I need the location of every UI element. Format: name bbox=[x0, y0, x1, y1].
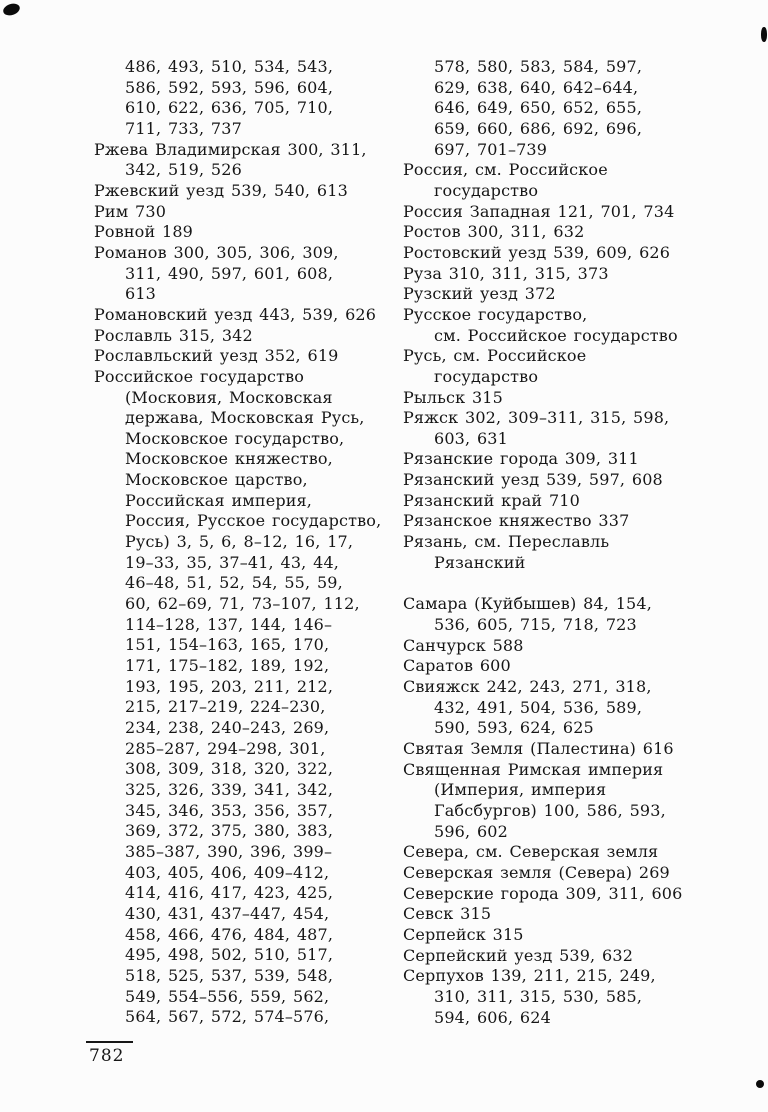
index-entry-line: Ряжск 302, 309–311, 315, 598, bbox=[403, 408, 670, 428]
scan-artifact bbox=[756, 1080, 764, 1088]
index-entry bbox=[403, 739, 709, 760]
index-entry-line: Ровной 189 bbox=[94, 222, 193, 242]
index-entry bbox=[94, 243, 400, 305]
index-column-left bbox=[94, 57, 400, 1028]
index-entry-line: (Империя, империя bbox=[434, 780, 607, 800]
scan-artifact bbox=[761, 27, 767, 42]
index-entry-line: Северская земля (Севера) 269 bbox=[403, 862, 670, 882]
index-entry-line: 495, 498, 502, 510, 517, bbox=[125, 945, 334, 965]
index-entry-line: 594, 606, 624 bbox=[434, 1007, 551, 1027]
index-entry-line: Рязанский bbox=[434, 552, 526, 572]
page-number: 782 bbox=[89, 1046, 125, 1066]
index-entry-line: Романовский уезд 443, 539, 626 bbox=[94, 304, 377, 324]
index-entry bbox=[403, 925, 709, 946]
index-entry-line: Санчурск 588 bbox=[403, 635, 524, 655]
index-entry-line: Ростовский уезд 539, 609, 626 bbox=[403, 242, 671, 262]
index-entry-line: 610, 622, 636, 705, 710, bbox=[125, 98, 334, 118]
index-entry-line: государство bbox=[434, 180, 539, 200]
index-entry-line: Саратов 600 bbox=[403, 656, 511, 676]
index-entry-line: 308, 309, 318, 320, 322, bbox=[125, 759, 334, 779]
index-entry-line: 325, 326, 339, 341, 342, bbox=[125, 779, 334, 799]
index-entry-line: Священная Римская империя bbox=[403, 759, 664, 779]
index-entry-line: Московское царство, bbox=[125, 470, 308, 490]
index-entry-line: 342, 519, 526 bbox=[125, 160, 242, 180]
index-entry-line: Рославльский уезд 352, 619 bbox=[94, 346, 339, 366]
index-entry-line: Севск 315 bbox=[403, 904, 492, 924]
index-entry-line: Романов 300, 305, 306, 309, bbox=[94, 242, 339, 262]
index-entry-line: Рузский уезд 372 bbox=[403, 284, 556, 304]
index-entry bbox=[403, 946, 709, 967]
index-entry bbox=[403, 408, 709, 449]
index-entry-line: государство bbox=[434, 366, 539, 386]
index-entry bbox=[403, 863, 709, 884]
index-entry bbox=[94, 202, 400, 223]
index-entry bbox=[403, 904, 709, 925]
index-entry bbox=[94, 326, 400, 347]
index-entry-line: 578, 580, 583, 584, 597, bbox=[434, 57, 643, 76]
index-entry-line: 458, 466, 476, 484, 487, bbox=[125, 924, 334, 944]
index-entry-line: Севера, см. Северская земля bbox=[403, 842, 659, 862]
index-entry-line: Русь) 3, 5, 6, 8–12, 16, 17, bbox=[125, 532, 354, 552]
index-entry-line: Рим 730 bbox=[94, 201, 167, 221]
index-entry-line: Рославль 315, 342 bbox=[94, 325, 253, 345]
index-entry-line: 285–287, 294–298, 301, bbox=[125, 738, 326, 758]
index-entry bbox=[94, 367, 400, 1028]
index-entry-line: Рыльск 315 bbox=[403, 387, 503, 407]
index-entry bbox=[403, 884, 709, 905]
index-entry-line: 613 bbox=[125, 284, 156, 304]
index-entry-line: 697, 701–739 bbox=[434, 139, 548, 159]
index-entry-line: 46–48, 51, 52, 54, 55, 59, bbox=[125, 573, 343, 593]
index-entry-line: (Московия, Московская bbox=[125, 387, 333, 407]
index-entry-line: Россия, см. Российское bbox=[403, 160, 608, 180]
index-entry-line: 659, 660, 686, 692, 696, bbox=[434, 118, 643, 138]
index-entry-line: Российская империя, bbox=[125, 490, 313, 510]
index-entry bbox=[403, 388, 709, 409]
scan-artifact bbox=[2, 2, 22, 18]
index-entry-line: 711, 733, 737 bbox=[125, 118, 242, 138]
index-entry-line: 430, 431, 437–447, 454, bbox=[125, 903, 330, 923]
index-entry bbox=[403, 760, 709, 843]
index-entry-line: Руза 310, 311, 315, 373 bbox=[403, 263, 609, 283]
index-entry bbox=[403, 57, 709, 160]
index-entry-line: Святая Земля (Палестина) 616 bbox=[403, 739, 674, 758]
index-entry bbox=[403, 449, 709, 470]
index-entry bbox=[403, 842, 709, 863]
index-entry-line: держава, Московская Русь, bbox=[125, 408, 365, 428]
index-entry bbox=[403, 532, 709, 573]
index-entry-line: Московское княжество, bbox=[125, 449, 333, 469]
index-entry bbox=[403, 305, 709, 346]
index-column-right bbox=[403, 57, 709, 1028]
index-entry bbox=[403, 222, 709, 243]
index-entry-line: 596, 602 bbox=[434, 821, 508, 841]
index-entry-line: 629, 638, 640, 642–644, bbox=[434, 77, 639, 97]
index-entry-line: Серпейский уезд 539, 632 bbox=[403, 945, 634, 965]
index-entry-line: 590, 593, 624, 625 bbox=[434, 718, 594, 738]
index-entry bbox=[403, 966, 709, 1028]
index-entry bbox=[403, 202, 709, 223]
index-entry-line: Россия, Русское государство, bbox=[125, 511, 382, 531]
index-entry-line: 536, 605, 715, 718, 723 bbox=[434, 615, 637, 635]
index-entry-line: 60, 62–69, 71, 73–107, 112, bbox=[125, 594, 360, 614]
index-entry-line: 114–128, 137, 144, 146– bbox=[125, 614, 333, 634]
index-entry bbox=[403, 636, 709, 657]
index-entry-line: Русь, см. Российское bbox=[403, 346, 587, 366]
index-entry-line: 171, 175–182, 189, 192, bbox=[125, 656, 330, 676]
index-entry-line: Самара (Куйбышев) 84, 154, bbox=[403, 594, 652, 614]
index-entry-line: Рязанский уезд 539, 597, 608 bbox=[403, 470, 663, 490]
index-entry bbox=[94, 140, 400, 181]
index-entry bbox=[94, 57, 400, 140]
index-entry-line: Российское государство bbox=[94, 366, 305, 386]
index-entry-line: Габсбургов) 100, 586, 593, bbox=[434, 800, 666, 820]
index-entry bbox=[403, 677, 709, 739]
footer-rule bbox=[86, 1041, 133, 1043]
index-entry-line: 369, 372, 375, 380, 383, bbox=[125, 821, 334, 841]
index-entry-line: Московское государство, bbox=[125, 428, 345, 448]
index-entry bbox=[403, 470, 709, 491]
index-entry-line: Рязань, см. Переславль bbox=[403, 532, 610, 552]
index-entry-line: 646, 649, 650, 652, 655, bbox=[434, 98, 643, 118]
index-entry bbox=[94, 181, 400, 202]
index-entry-line: см. Российское государство bbox=[434, 325, 678, 345]
index-entry bbox=[403, 491, 709, 512]
index-entry-line: Ржевский уезд 539, 540, 613 bbox=[94, 180, 348, 200]
index-entry-line: Рязанское княжество 337 bbox=[403, 511, 630, 531]
index-entry-line: 414, 416, 417, 423, 425, bbox=[125, 883, 334, 903]
index-entry-line: Серпейск 315 bbox=[403, 924, 524, 944]
index-entry bbox=[403, 594, 709, 635]
index-entry-line: 586, 592, 593, 596, 604, bbox=[125, 77, 334, 97]
index-entry bbox=[403, 160, 709, 201]
index-entry-line: Северские города 309, 311, 606 bbox=[403, 883, 683, 903]
index-entry-line: 151, 154–163, 165, 170, bbox=[125, 635, 330, 655]
index-entry bbox=[403, 346, 709, 387]
index-entry-line: 310, 311, 315, 530, 585, bbox=[434, 986, 643, 1006]
index-entry-line: 311, 490, 597, 601, 608, bbox=[125, 263, 334, 283]
index-entry-line: 215, 217–219, 224–230, bbox=[125, 697, 326, 717]
index-entry-line: Россия Западная 121, 701, 734 bbox=[403, 201, 675, 221]
index-entry-line: Ростов 300, 311, 632 bbox=[403, 222, 585, 242]
index-entry bbox=[403, 656, 709, 677]
index-entry bbox=[94, 305, 400, 326]
index-entry bbox=[403, 511, 709, 532]
index-entry-line: 486, 493, 510, 534, 543, bbox=[125, 57, 334, 76]
index-entry-line: 549, 554–556, 559, 562, bbox=[125, 986, 330, 1006]
index-entry bbox=[94, 222, 400, 243]
index-entry-line: 345, 346, 353, 356, 357, bbox=[125, 800, 334, 820]
index-entry-line: 518, 525, 537, 539, 548, bbox=[125, 965, 334, 985]
index-entry-line: Рязанский край 710 bbox=[403, 490, 580, 510]
index-entry-line: 432, 491, 504, 536, 589, bbox=[434, 697, 643, 717]
index-entry-line: Ржева Владимирская 300, 311, bbox=[94, 139, 367, 159]
index-entry-line: Свияжск 242, 243, 271, 318, bbox=[403, 677, 652, 697]
index-entry-line: 564, 567, 572, 574–576, bbox=[125, 1007, 330, 1027]
index-entry-line: 385–387, 390, 396, 399– bbox=[125, 841, 333, 861]
index-entry bbox=[403, 284, 709, 305]
index-entry-line: 403, 405, 406, 409–412, bbox=[125, 862, 330, 882]
index-entry-line: 603, 631 bbox=[434, 428, 508, 448]
index-entry bbox=[403, 243, 709, 264]
index-entry bbox=[403, 264, 709, 285]
index-entry-line: Русское государство, bbox=[403, 304, 588, 324]
index-entry-line: Серпухов 139, 211, 215, 249, bbox=[403, 966, 656, 986]
index-entry-line: 193, 195, 203, 211, 212, bbox=[125, 676, 334, 696]
index-entry-line: 19–33, 35, 37–41, 43, 44, bbox=[125, 552, 340, 572]
index-entry-line: Рязанские города 309, 311 bbox=[403, 449, 639, 469]
index-entry-line: 234, 238, 240–243, 269, bbox=[125, 718, 330, 737]
index-entry bbox=[94, 346, 400, 367]
